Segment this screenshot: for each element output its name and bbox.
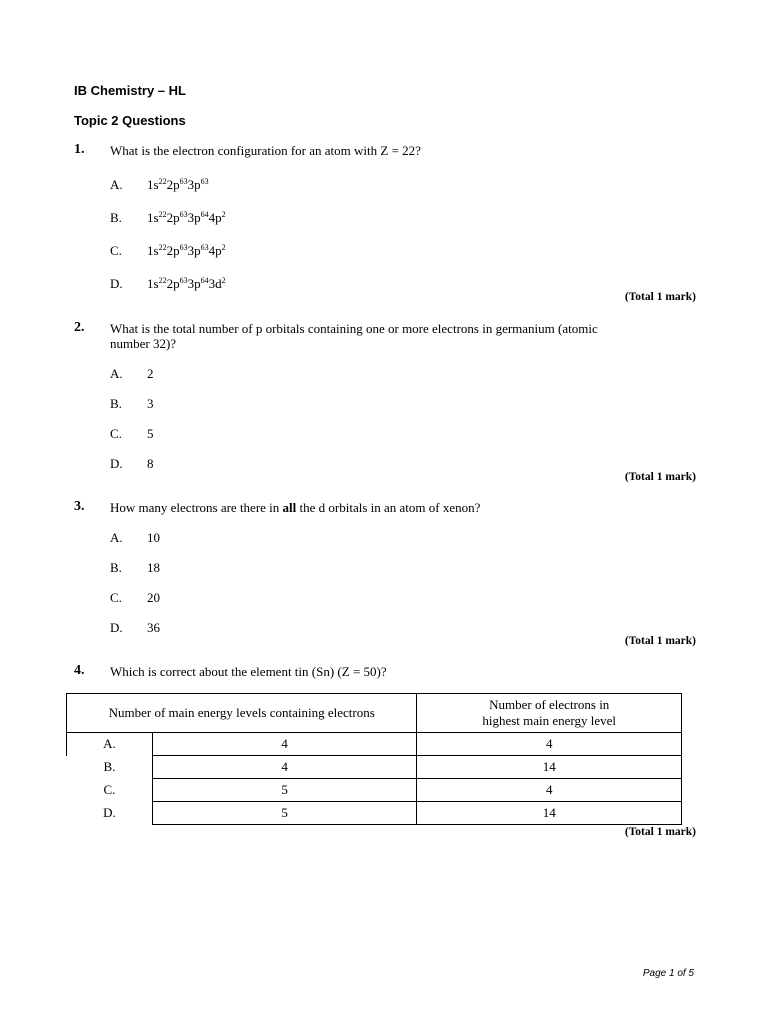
q4-table-header-row xyxy=(67,694,682,733)
q4-row-c-letter: C. xyxy=(103,782,116,797)
q4-row-d-letter: D. xyxy=(103,805,116,820)
q1-total-mark: (Total 1 mark) xyxy=(624,291,696,303)
question-2-text-line2: number 32)? xyxy=(110,336,177,351)
q2-option-a-value: 2 xyxy=(147,366,154,381)
q1-option-d-value: $1s^{22}2p^{63}3p^{64}3d^2$ xyxy=(147,276,226,291)
q3-option-a-value: 10 xyxy=(147,530,160,545)
question-3-text-before: How many electrons are there in xyxy=(110,500,283,515)
q4-row-b-levels: 4 xyxy=(152,756,417,779)
q1-option-b-letter: B. xyxy=(110,210,122,225)
q2-option-b-letter: B. xyxy=(110,396,122,411)
question-4-number: 4. xyxy=(74,663,85,678)
q2-option-c-letter: C. xyxy=(110,426,122,441)
q3-option-b-letter: B. xyxy=(110,560,122,575)
course-title: IB Chemistry – HL xyxy=(74,83,186,98)
question-1-number: 1. xyxy=(74,142,85,157)
topic-title: Topic 2 Questions xyxy=(74,113,186,128)
q4-col2-header-line2: highest main energy level xyxy=(482,713,617,728)
q4-row-c-levels: 5 xyxy=(152,779,417,802)
q4-row-a-levels: 4 xyxy=(152,733,417,756)
q1-option-c-value: $1s^{22}2p^{63}3p^{63}4p^2$ xyxy=(147,243,226,258)
q4-row-a-electrons: 4 xyxy=(417,733,682,756)
q4-row-d-levels: 5 xyxy=(152,802,417,825)
q2-total-mark: (Total 1 mark) xyxy=(624,471,696,483)
table-row xyxy=(67,802,682,825)
q3-option-b-value: 18 xyxy=(147,560,160,575)
q4-row-d-electrons: 14 xyxy=(417,802,682,825)
q3-option-d-value: 36 xyxy=(147,620,160,635)
q1-option-c-letter: C. xyxy=(110,243,122,258)
q4-col2-header-line1: Number of electrons in xyxy=(489,697,610,712)
q3-option-c-value: 20 xyxy=(147,590,160,605)
q3-option-d-letter: D. xyxy=(110,620,123,635)
question-2-text-line1: What is the total number of p orbitals containing one or more electrons in germanium (atomic xyxy=(110,321,598,336)
q1-option-b-value: $1s^{22}2p^{63}3p^{64}4p^2$ xyxy=(147,210,226,225)
q4-col1-header: Number of main energy levels containing electrons xyxy=(67,694,417,733)
q4-row-a-letter: A. xyxy=(67,733,153,756)
q2-option-a-letter: A. xyxy=(110,366,123,381)
q1-option-d-letter: D. xyxy=(110,276,123,291)
q2-option-d-value: 8 xyxy=(147,456,154,471)
table-row xyxy=(67,756,682,779)
question-3-text xyxy=(110,500,480,516)
q3-total-mark: (Total 1 mark) xyxy=(624,635,696,647)
q3-option-a-letter: A. xyxy=(110,530,123,545)
q1-option-a-letter: A. xyxy=(110,177,123,192)
q4-row-c-electrons: 4 xyxy=(417,779,682,802)
q4-answer-table xyxy=(66,693,682,825)
q4-row-b-letter: B. xyxy=(103,759,116,774)
page-number: Page 1 of 5 xyxy=(642,968,694,979)
q2-option-b-value: 3 xyxy=(147,396,154,411)
q2-option-d-letter: D. xyxy=(110,456,123,471)
question-1-text: What is the electron configuration for an atom with Z = 22? xyxy=(110,143,421,158)
table-row xyxy=(67,779,682,802)
q4-total-mark: (Total 1 mark) xyxy=(624,826,696,838)
question-3-text-after: the d orbitals in an atom of xenon? xyxy=(296,500,481,515)
question-3-text-bold: all xyxy=(282,500,297,515)
question-2-number: 2. xyxy=(74,320,85,335)
q4-row-b-electrons: 14 xyxy=(417,756,682,779)
q3-option-c-letter: C. xyxy=(110,590,122,605)
q2-option-c-value: 5 xyxy=(147,426,154,441)
q4-col2-header xyxy=(417,694,682,733)
question-4-text: Which is correct about the element tin (Sn) (Z = 50)? xyxy=(110,664,387,679)
table-row xyxy=(67,733,682,756)
q1-option-a-value: $1s^{22}2p^{63}3p^{63}$ xyxy=(147,177,209,192)
question-3-number: 3. xyxy=(74,499,85,514)
